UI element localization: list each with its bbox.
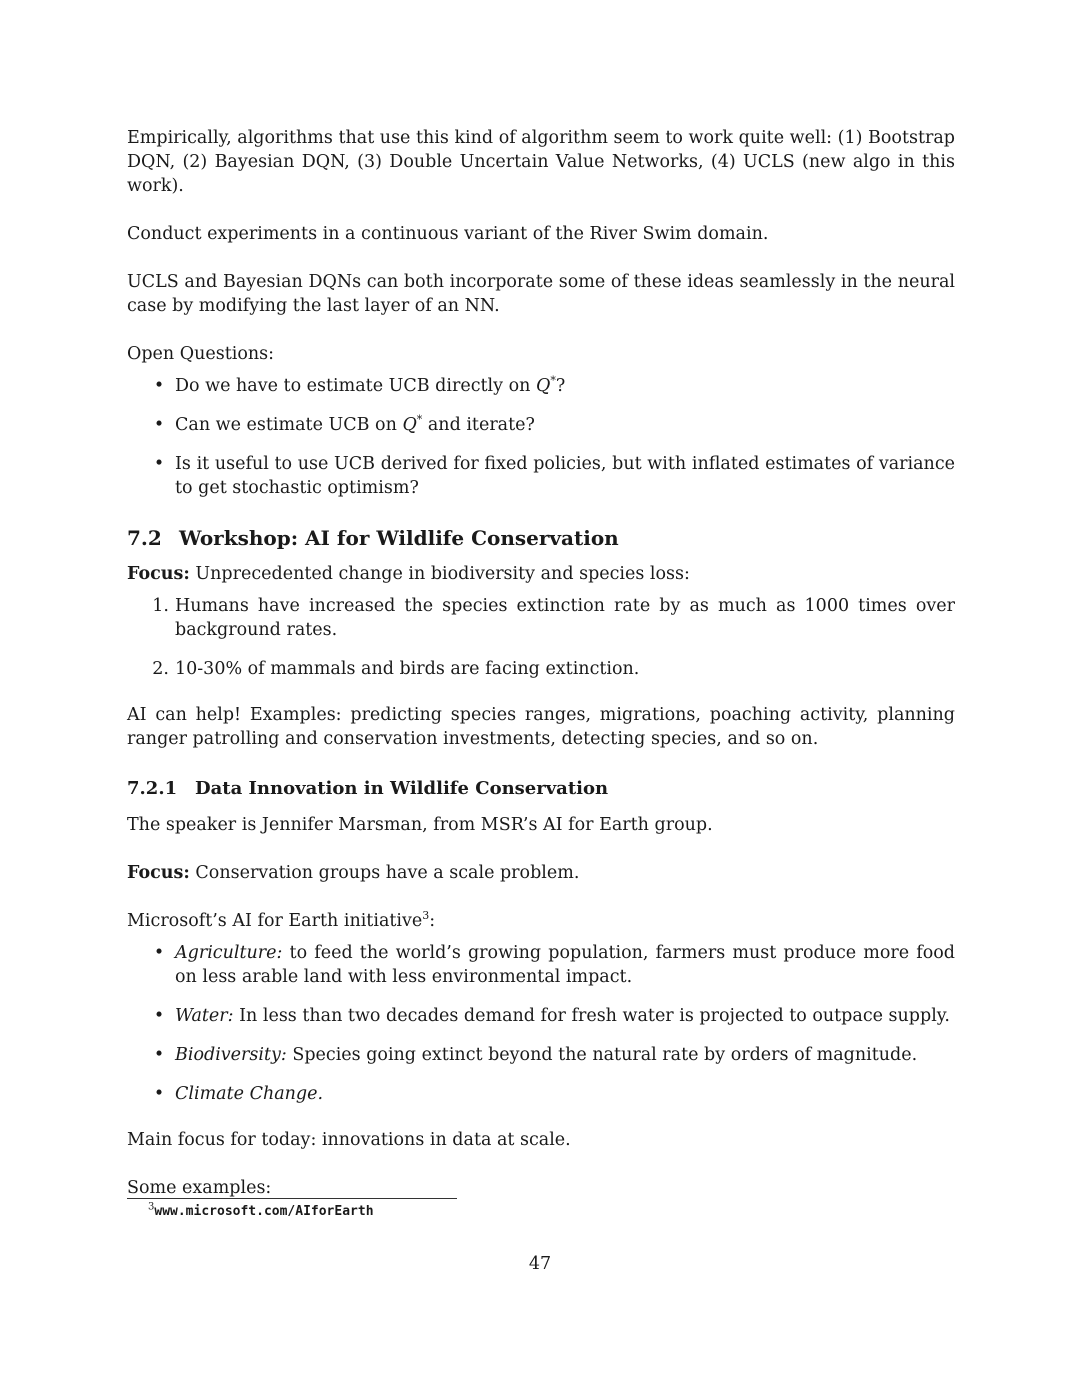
footnote-mark: 3 xyxy=(148,1201,155,1213)
list-item-text: In less than two decades demand for fresh water is projected to outpace supply. xyxy=(233,1006,950,1026)
list-number: 1. xyxy=(152,596,169,616)
paragraph-speaker: The speaker is Jennifer Marsman, from MSR’s AI for Earth group. xyxy=(127,815,713,835)
list-item-text: Can we estimate UCB on xyxy=(175,415,403,435)
paragraph-some-examples: Some examples: xyxy=(127,1178,272,1198)
bullet-icon: • xyxy=(153,1084,165,1104)
list-item xyxy=(127,941,955,989)
paragraph-ucls: UCLS and Bayesian DQNs can both incorporate some of these ideas seamlessly in the neural case by modifying the last layer of an NN. xyxy=(127,272,955,316)
list-item xyxy=(127,374,955,398)
list-item-text: and iterate? xyxy=(422,415,535,435)
bullet-icon: • xyxy=(153,415,165,435)
bullet-icon: • xyxy=(153,454,165,474)
focus-label: Focus: xyxy=(127,863,190,883)
paragraph-main-focus: Main focus for today: innovations in data at scale. xyxy=(127,1130,571,1150)
list-item-text: Do we have to estimate UCB directly on xyxy=(175,376,536,396)
list-item xyxy=(127,1004,955,1028)
paragraph-experiments: Conduct experiments in a continuous variant of the River Swim domain. xyxy=(127,224,769,244)
footnote-mark: 3 xyxy=(422,909,430,923)
initiative-text: Microsoft’s AI for Earth initiative xyxy=(127,911,423,931)
open-questions-list xyxy=(127,374,955,500)
list-item-text: ? xyxy=(555,376,566,396)
subsection-focus xyxy=(127,861,955,885)
math-symbol: Q xyxy=(402,415,417,435)
extinction-list xyxy=(127,594,955,681)
math-superscript: * xyxy=(550,374,556,388)
list-item-text: 10-30% of mammals and birds are facing extinction. xyxy=(175,659,640,679)
list-item xyxy=(127,452,955,500)
page-body xyxy=(127,126,955,1224)
list-item xyxy=(127,657,955,681)
paragraph-empirical: Empirically, algorithms that use this kind of algorithm seem to work quite well: (1) Bootstrap DQN, (2) Bayesian DQN, (3) Double Uncertain Value Networks, (4) UCLS (new algo in this work). xyxy=(127,128,955,196)
initiative-colon: : xyxy=(429,911,436,931)
paragraph-initiative xyxy=(127,909,955,933)
list-item-text: to feed the world’s growing population, farmers must produce more food on less arable land with less environmental impact. xyxy=(175,943,955,987)
footnote-url[interactable]: www.microsoft.com/AIforEarth xyxy=(154,1204,374,1219)
list-item-label: Water: xyxy=(175,1006,234,1026)
list-item-label: Climate Change. xyxy=(175,1084,324,1104)
focus-label: Focus: xyxy=(127,564,190,584)
bullet-icon: • xyxy=(153,1045,165,1065)
page-number: 47 xyxy=(528,1254,552,1274)
subsection-number: 7.2.1 xyxy=(127,778,178,799)
subsection-title: Data Innovation in Wildlife Conservation xyxy=(195,778,609,799)
list-item-label: Biodiversity: xyxy=(175,1045,287,1065)
list-item xyxy=(127,594,955,642)
bullet-icon: • xyxy=(153,1006,165,1026)
footnote xyxy=(148,1201,374,1219)
list-number: 2. xyxy=(152,659,169,679)
paragraph-ai-help: AI can help! Examples: predicting species ranges, migrations, poaching activity, planning ranger patrolling and conservation investments, detecting species, and so on. xyxy=(127,705,955,749)
list-item xyxy=(127,413,955,437)
math-symbol: Q xyxy=(535,376,551,396)
section-focus xyxy=(127,562,955,586)
section-number: 7.2 xyxy=(127,526,162,550)
focus-text: Conservation groups have a scale problem. xyxy=(189,863,580,883)
bullet-icon: • xyxy=(153,376,165,396)
initiative-list xyxy=(127,941,955,1106)
list-item-text: Humans have increased the species extinction rate by as much as 1000 times over background rates. xyxy=(175,596,955,640)
list-item xyxy=(127,1082,955,1106)
list-item-text: Is it useful to use UCB derived for fixed policies, but with inflated estimates of variance to get stochastic optimism? xyxy=(175,454,955,498)
bullet-icon: • xyxy=(153,943,165,963)
list-item-text: Species going extinct beyond the natural rate by orders of magnitude. xyxy=(286,1045,918,1065)
section-heading xyxy=(127,526,955,550)
list-item xyxy=(127,1043,955,1067)
footnote-rule xyxy=(127,1198,457,1199)
list-item-label: Agriculture: xyxy=(175,943,283,963)
paragraph-open-questions: Open Questions: xyxy=(127,344,275,364)
subsection-heading xyxy=(127,777,955,801)
focus-text: Unprecedented change in biodiversity and species loss: xyxy=(189,564,690,584)
section-title: Workshop: AI for Wildlife Conservation xyxy=(179,526,619,550)
math-superscript: * xyxy=(416,413,423,427)
